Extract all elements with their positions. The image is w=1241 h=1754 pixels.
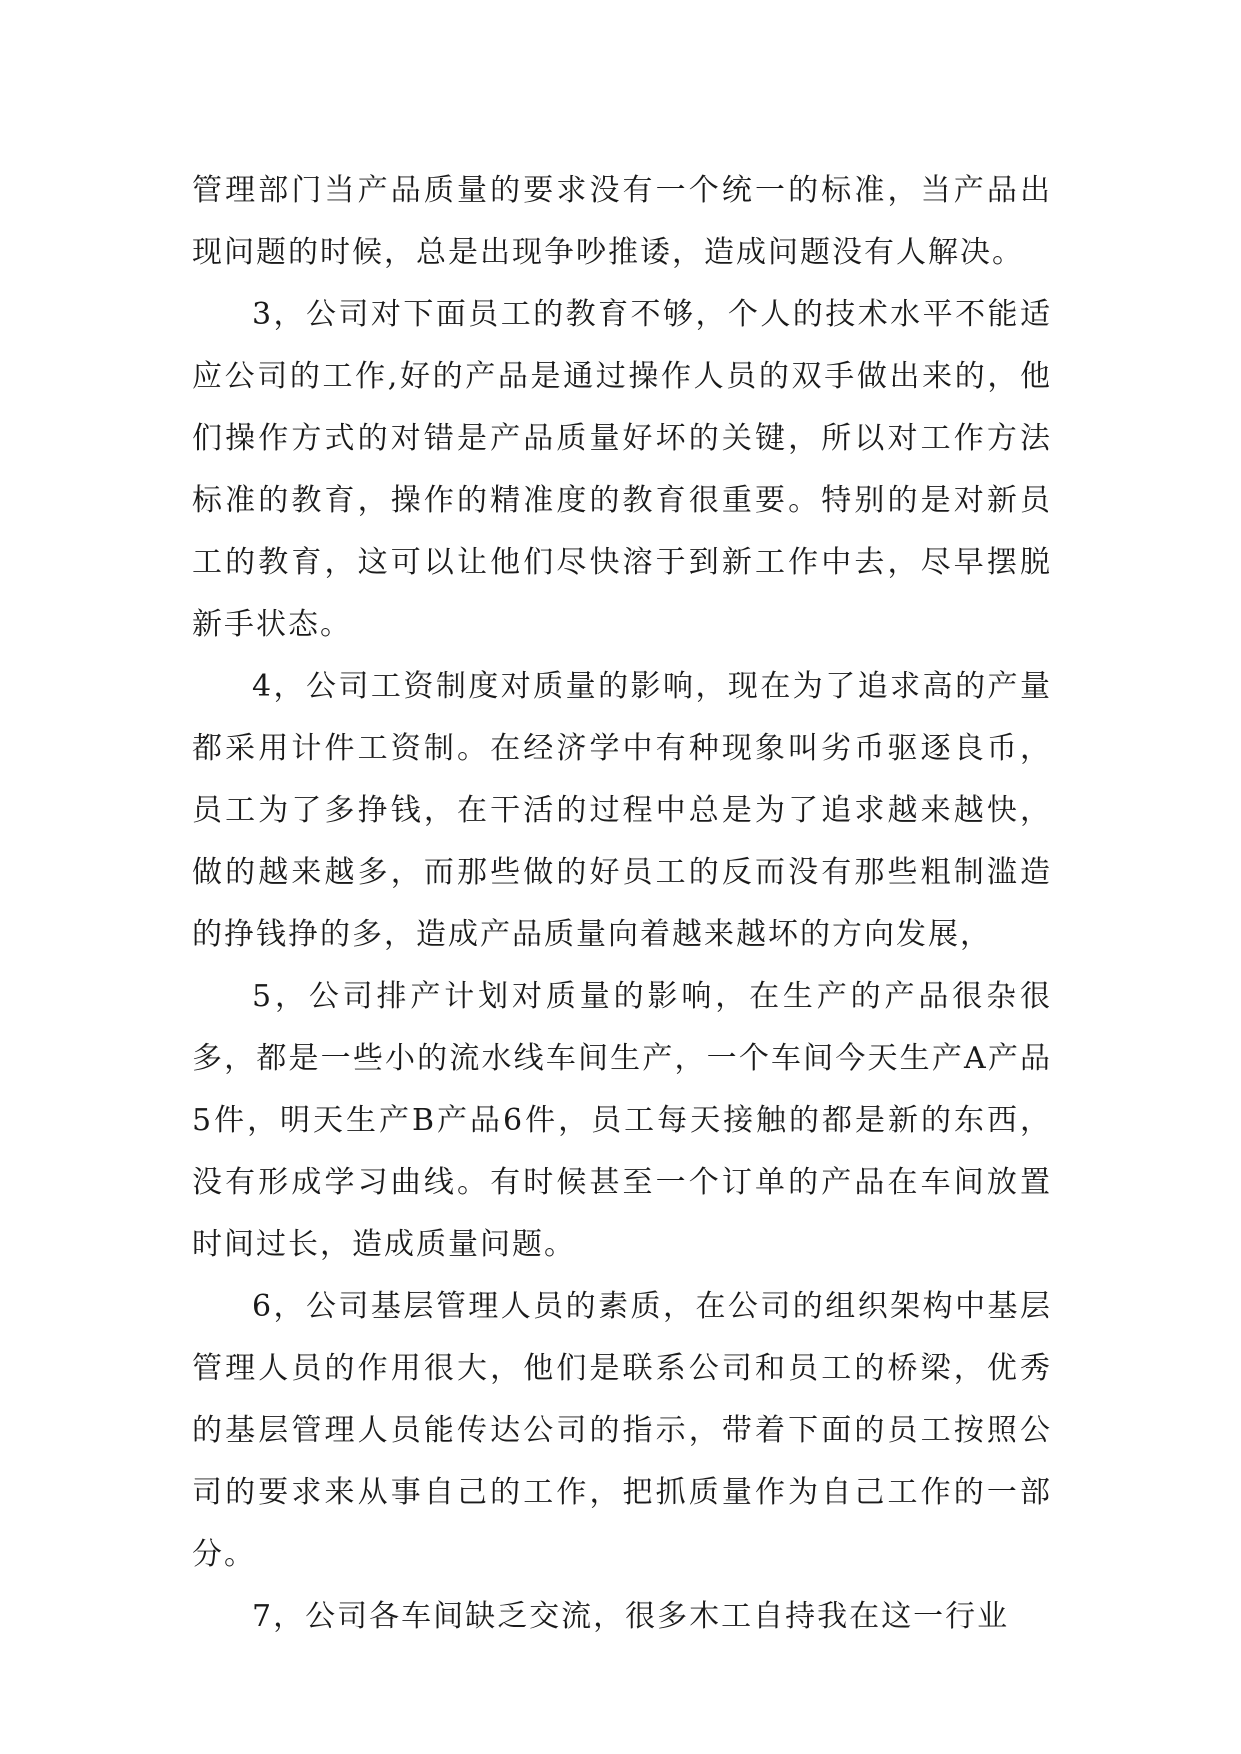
paragraph-item-5: 5，公司排产计划对质量的影响，在生产的产品很杂很多，都是一些小的流水线车间生产，一个车间今天生产A产品5件，明天生产B产品6件，员工每天接触的都是新的东西，没有形成学习曲线。有时候甚至一个订单的产品在车间放置时间过长，造成质量问题。 bbox=[192, 979, 1052, 1262]
document-body bbox=[192, 160, 1052, 1648]
paragraph-item-4: 4，公司工资制度对质量的影响，现在为了追求高的产量都采用计件工资制。在经济学中有种现象叫劣币驱逐良币，员工为了多挣钱，在干活的过程中总是为了追求越来越快，做的越来越多，而那些做的好员工的反而没有那些粗制滥造的挣钱挣的多，造成产品质量向着越来越坏的方向发展， bbox=[192, 669, 1052, 952]
paragraph-item-3: 3，公司对下面员工的教育不够，个人的技术水平不能适应公司的工作,好的产品是通过操作人员的双手做出来的，他们操作方式的对错是产品质量好坏的关键，所以对工作方法标准的教育，操作的精准度的教育很重要。特别的是对新员工的教育，这可以让他们尽快溶于到新工作中去，尽早摆脱新手状态。 bbox=[192, 297, 1052, 642]
paragraph-item-7: 7，公司各车间缺乏交流，很多木工自持我在这一行业 bbox=[252, 1599, 1010, 1634]
paragraph-continuation: 管理部门当产品质量的要求没有一个统一的标准，当产品出现问题的时候，总是出现争吵推诿，造成问题没有人解决。 bbox=[192, 173, 1052, 270]
paragraph-item-6: 6，公司基层管理人员的素质，在公司的组织架构中基层管理人员的作用很大，他们是联系公司和员工的桥梁，优秀的基层管理人员能传达公司的指示，带着下面的员工按照公司的要求来从事自己的工作，把抓质量作为自己工作的一部分。 bbox=[192, 1289, 1052, 1572]
